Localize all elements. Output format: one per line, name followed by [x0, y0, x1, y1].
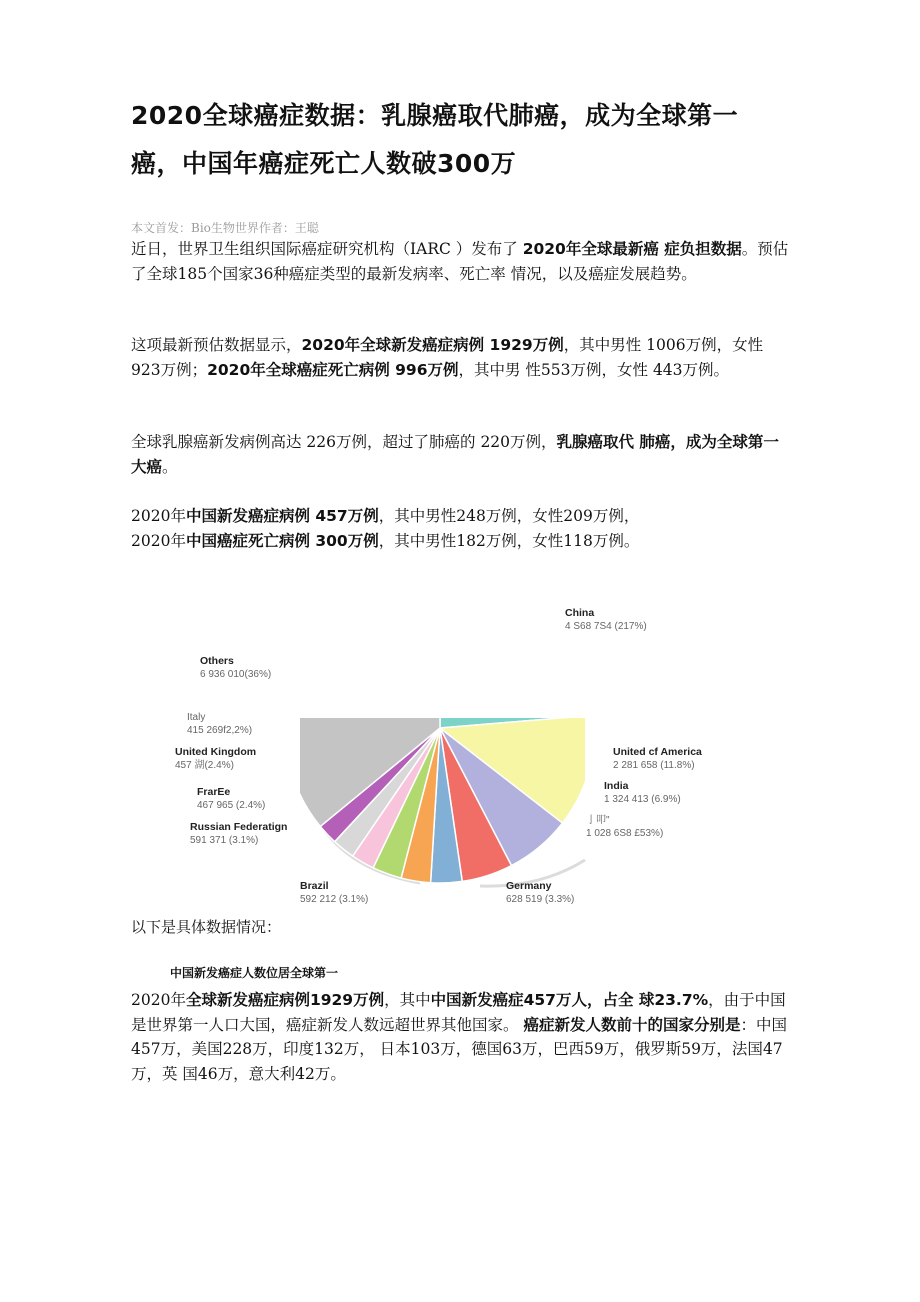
- text-span: 全球乳腺癌新发病例高达 226万例，超过了肺癌的 220万例，: [131, 433, 557, 451]
- label-russia: [190, 821, 287, 847]
- label-others: [200, 655, 271, 681]
- slice-label-value: 2 281 658 (11.8%): [613, 760, 695, 771]
- text-span: ，由于中国是世界第一人口大国，癌症新发人数远超世界其他国家。: [131, 991, 786, 1034]
- page-title: 2020全球癌症数据：乳腺癌取代肺癌，成为全球第一癌，中国年癌症死亡人数破300万: [131, 101, 739, 178]
- article-byline: 本文首发：Bio生物世界作者：王聪: [131, 221, 319, 235]
- label-france: [197, 786, 265, 812]
- slice-label-value: 591 371 (3.1%): [190, 835, 259, 846]
- paragraph-china-stats: [131, 504, 791, 553]
- slice-label-value: 467 965 (2.4%): [197, 800, 266, 811]
- text-span: 2020年: [131, 531, 186, 550]
- section-heading: 中国新发癌症人数位居全球第一: [170, 966, 339, 980]
- data-intro-text: 以下是具体数据情况：: [131, 918, 282, 936]
- paragraph-china-ranking: [131, 988, 791, 1086]
- emphasis-span: 2020年全球新发癌症病例 1929万例: [301, 336, 564, 354]
- text-span: ，其中男性182万例，女性118万例。: [378, 531, 640, 550]
- slice-label-name: Russian Federatign: [190, 821, 288, 833]
- text-span: ，其中男 性553万例，女性 443万例。: [458, 360, 730, 379]
- emphasis-span: 中国癌症死亡病例 300万例: [185, 531, 379, 550]
- emphasis-span: 中国新发癌症病例 457万例: [185, 507, 379, 525]
- slice-label-name: Italy: [187, 712, 206, 723]
- pie-chart-figure: [160, 598, 740, 913]
- paragraph-global-cases: [131, 333, 791, 382]
- text-span: ，其中: [384, 991, 431, 1009]
- text-span: ，其中男性 1006万例，女性923万例；: [131, 336, 764, 379]
- slice-label-name: United Kingdom: [175, 746, 257, 758]
- label-united-kingdom: [175, 746, 256, 772]
- slice-label-name: Germany: [506, 880, 552, 892]
- slice-label-value: 1 028 6S8 £53%): [586, 828, 664, 839]
- text-span: 2020年: [131, 507, 186, 525]
- slice-label-value: 1 324 413 (6.9%): [604, 794, 681, 805]
- label-usa: [613, 746, 702, 772]
- slice-label-value: 6 936 010(36%): [200, 669, 272, 680]
- slice-label-name: India: [604, 780, 629, 792]
- emphasis-span: 中国新发癌症457万人，占全 球23.7%: [430, 991, 709, 1009]
- slice-label-value: 457 湖(2.4%): [175, 760, 234, 771]
- text-span: 这项最新预估数据显示，: [131, 336, 302, 354]
- slice-label-value: 628 519 (3.3%): [506, 894, 575, 905]
- emphasis-span: 乳腺癌取代 肺癌，成为全球第一大癌: [131, 433, 779, 476]
- slice-label-name: United cf America: [613, 746, 702, 758]
- text-span: ，其中男性248万例，女性209万例，: [378, 507, 640, 525]
- slice-label-value: 415 269f2,2%): [187, 725, 253, 736]
- slice-label-name: Others: [200, 655, 234, 667]
- slice-label-name: FrarEe: [197, 786, 231, 798]
- label-brazil: [300, 880, 368, 906]
- text-span: 近日，世界卫生组织国际癌症研究机构（IARC ）发布了: [131, 240, 523, 258]
- text-span: ：中国457万，美国228万，印度132万， 日本103万，德国63万，巴西59万，俄罗斯59万，法国47万，英 国46万，意大利42万。: [131, 1015, 787, 1083]
- emphasis-span: 2020年全球最新癌 症负担数据: [522, 240, 742, 258]
- text-span: 。: [162, 457, 178, 476]
- slice-label-value: 592 212 (3.1%): [300, 894, 369, 905]
- text-span: 2020年: [131, 991, 186, 1009]
- slice-label-name: 亅叩": [586, 815, 610, 826]
- paragraph-breast-cancer: [131, 430, 791, 479]
- emphasis-span: 2020年全球癌症死亡病例 996万例: [207, 360, 459, 379]
- label-china: [565, 607, 647, 633]
- label-japan: [586, 814, 663, 840]
- emphasis-span: 癌症新发人数前十的国家分别是: [523, 1015, 741, 1034]
- label-india: [604, 780, 681, 806]
- slice-label-name: China: [565, 607, 595, 619]
- emphasis-span: 全球新发癌症病例1929万例: [185, 991, 385, 1009]
- china-deaths-line: [131, 529, 791, 554]
- paragraph-intro: [131, 237, 791, 286]
- label-germany: [506, 880, 574, 906]
- label-italy: [187, 711, 252, 737]
- china-new-cases-line: [131, 504, 791, 529]
- slice-label-name: Brazil: [300, 880, 329, 892]
- slice-label-value: 4 S68 7S4 (217%): [565, 621, 647, 632]
- text-span: 。预估了全球185个国家36种癌症类型的最新发病率、死亡率 情况，以及癌症发展趋势。: [131, 240, 789, 283]
